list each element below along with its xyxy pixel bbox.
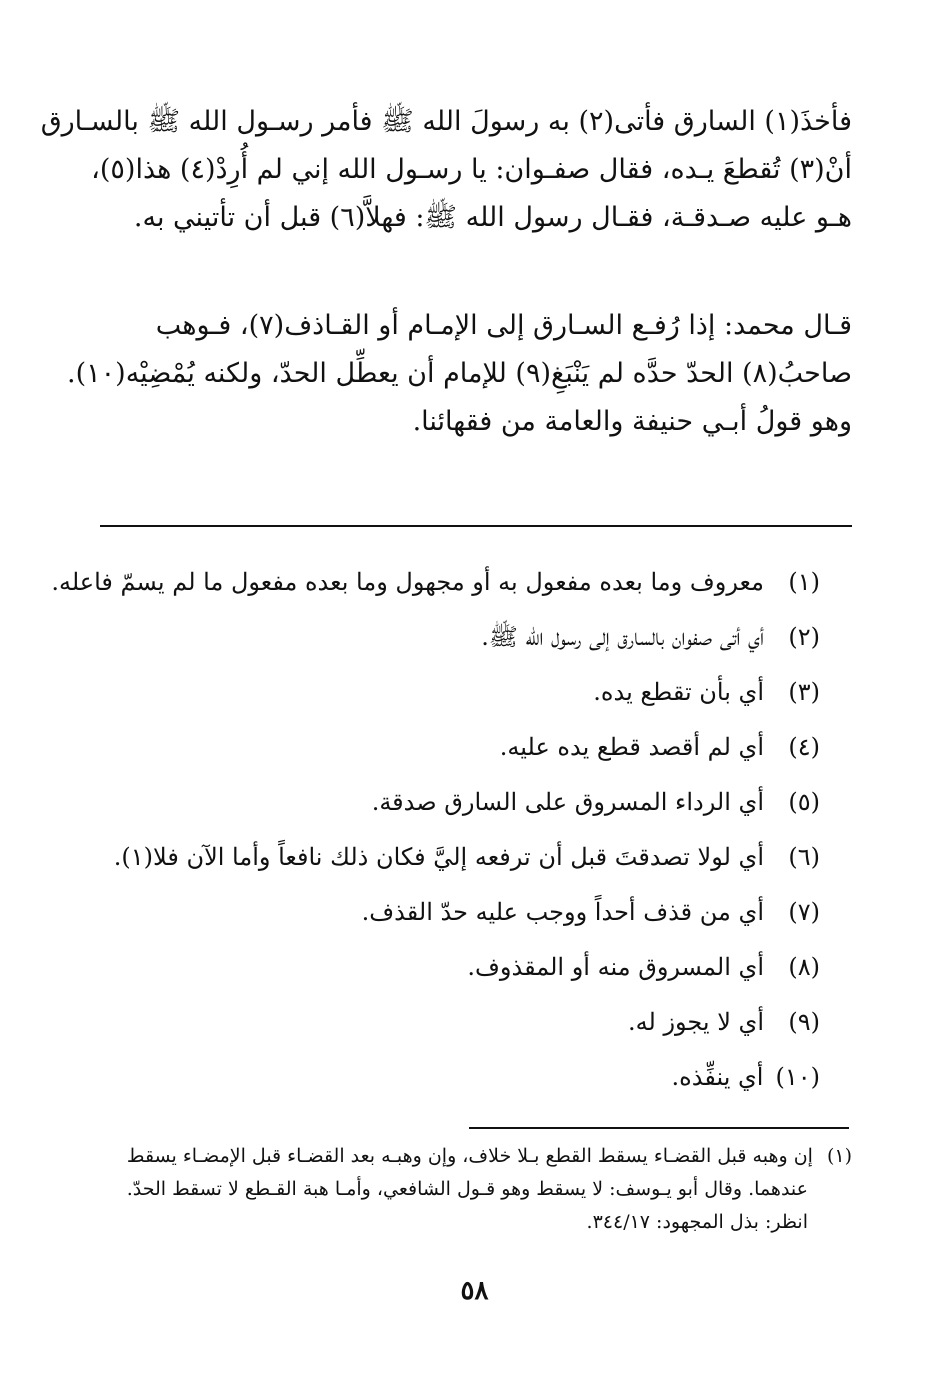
footnote-number: (٥)	[788, 788, 820, 816]
footnote-item	[100, 617, 820, 672]
footnote-text: أي المسروق منه أو المقذوف.	[467, 953, 764, 981]
footnote-item	[100, 782, 820, 837]
footnote-item	[100, 672, 820, 727]
footnote-item	[51, 562, 820, 617]
main-paragraph-2	[67, 302, 852, 446]
footnote-number: (٧)	[788, 898, 820, 926]
footnote-separator	[100, 525, 852, 527]
footnote-text: أي أتى صفوان بالسارق إلى رسول الله ﷺ.	[481, 623, 764, 651]
footnote-number: (٦)	[788, 843, 820, 871]
text-line: أنْ(٣) تُقطعَ يـده، فقال صفـوان: يا رسـول الله إني لم أُرِدْ(٤) هذا(٥)،	[91, 154, 852, 185]
sub-footnote	[100, 1140, 852, 1239]
footnote-text: أي لا يجوز له.	[628, 1008, 764, 1036]
footnote-number: (٢)	[788, 623, 820, 651]
subnote-line: إن وهبه قبل القضـاء يسقط القطع بـلا خلاف، وإن وهبـه بعد القضـاء قبل الإمضـاء يسقط	[126, 1145, 813, 1167]
footnote-text: أي بأن تقطع يده.	[593, 678, 764, 706]
footnote-text: أي من قذف أحداً ووجب عليه حدّ القذف.	[361, 898, 764, 926]
main-paragraph-1	[40, 98, 852, 242]
text-line: قـال محمد: إذا رُفـع السـارق إلى الإمـام أو القـاذف(٧)، فـوهب	[155, 310, 852, 341]
footnote-item	[100, 892, 820, 947]
footnotes-list	[51, 562, 820, 1112]
subnote-line: عندهما. وقال أبو يـوسف: لا يسقط وهو قـول الشافعي، وأمـا هبة القـطع لا تسقط الحدّ.	[126, 1178, 808, 1200]
footnote-text: أي لم أقصد قطع يده عليه.	[499, 733, 764, 761]
footnote-item	[100, 1057, 820, 1112]
footnote-text: معروف وما بعده مفعول به أو مجهول وما بعده مفعول ما لم يسمّ فاعله.	[51, 568, 764, 596]
footnote-item	[100, 727, 820, 782]
footnote-number: (٩)	[788, 1008, 820, 1036]
footnote-number: (١)	[788, 568, 820, 596]
footnote-text: أي لولا تصدقتَ قبل أن ترفعه إليَّ فكان ذلك نافعاً وأما الآن فلا(١).	[113, 843, 764, 871]
footnote-item	[100, 1002, 820, 1057]
text-line: هـو عليه صـدقـة، فقـال رسول الله ﷺ: فهلاَّ(٦) قبل أن تأتيني به.	[133, 202, 852, 233]
text-line: صاحبُ(٨) الحدّ حدَّه لم يَنْبَغِ(٩) للإمام أن يعطِّل الحدّ، ولكنه يُمْضِيْه(١٠).	[67, 358, 852, 389]
footnote-number: (٣)	[788, 678, 820, 706]
footnote-number: (٤)	[788, 733, 820, 761]
page-number: ٥٨	[460, 1276, 489, 1306]
subnote-number: (١)	[826, 1145, 852, 1167]
subnote-line: انظر: بذل المجهود: ٣٤٤/١٧.	[586, 1211, 808, 1233]
text-line: فأخذَ(١) السارق فأتى(٢) به رسولَ الله ﷺ فأمر رسـول الله ﷺ بالسـارق	[40, 106, 852, 137]
text-line: وهو قولُ أبـي حنيفة والعامة من فقهائنا.	[412, 406, 852, 437]
subnote-separator	[469, 1127, 849, 1129]
footnote-text: أي الرداء المسروق على السارق صدقة.	[371, 788, 764, 816]
footnote-number: (١٠)	[775, 1063, 820, 1091]
footnote-number: (٨)	[788, 953, 820, 981]
footnote-item	[100, 837, 820, 892]
footnote-text: أي ينفِّذه.	[671, 1063, 764, 1091]
footnote-item	[100, 947, 820, 1002]
